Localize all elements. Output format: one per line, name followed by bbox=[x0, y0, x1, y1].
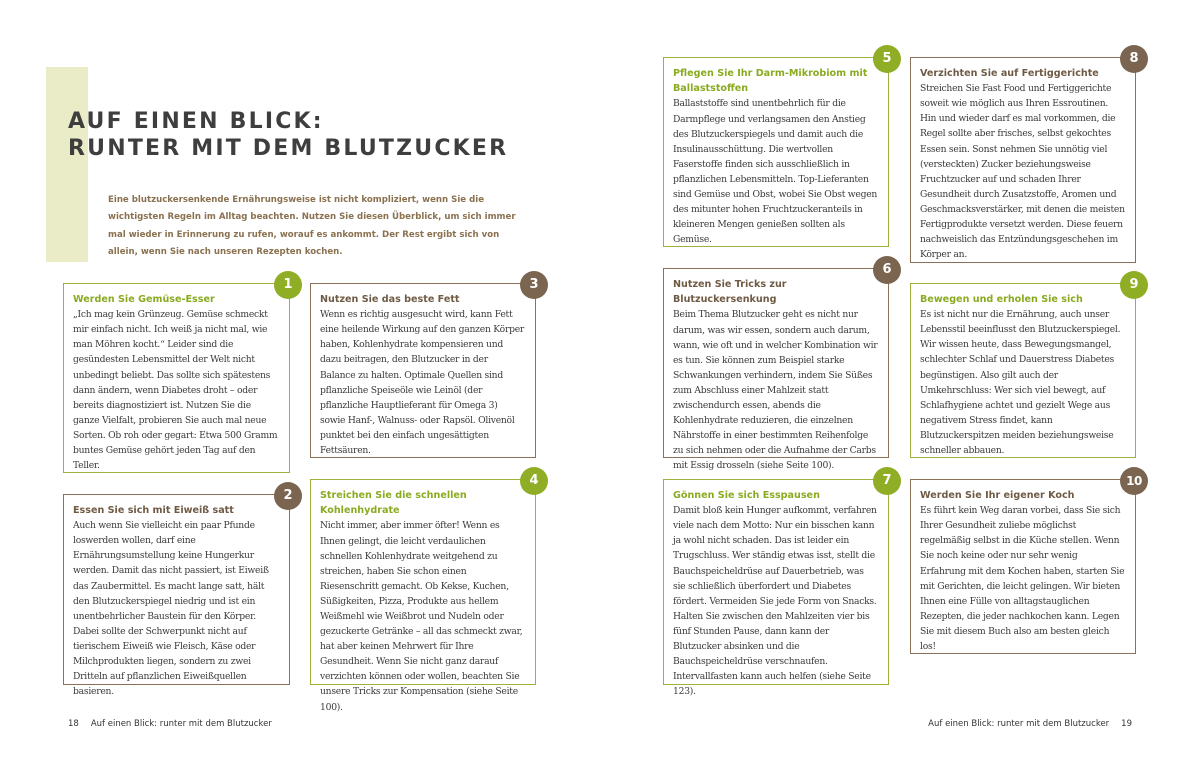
tip-text: Beim Thema Blutzucker geht es nicht nur darum, was wir essen, sondern auch darum, wann, wie oft und in welcher Kombination wir es tun. Sie können zum Beispiel starke Schwankungen verhindern, indem Sie Süßes zum Abschluss einer Mahlzeit statt zwischendurch essen, abends die Kohlenhydrate reduzieren, die einzelnen Nährstoffe in einer bestimmten Reihenfolge zu sich nehmen oder die Aufnahme der Carbs mit Essig drosseln (siehe Seite 100). bbox=[673, 309, 878, 472]
tip-text: Auch wenn Sie vielleicht ein paar Pfunde loswerden wollen, darf eine Ernährungsumstellung keine Hungerkur werden. Damit das nicht passiert, ist Eiweiß das Zaubermittel. Es macht lange satt, hält den Blutzuckerspiegel niedrig und ist ein unentbehrlicher Baustein für den Körper. Dabei sollte der Schwerpunkt nicht auf tierischem Eiweiß wie Fleisch, Käse oder Milchprodukten liegen, sondern zu zwei Dritteln auf pflanzlichen Eiweißquellen basieren. bbox=[73, 520, 269, 698]
page-title-line-1: AUF EINEN BLICK: bbox=[68, 109, 324, 134]
tip-number-badge: 6 bbox=[873, 256, 901, 284]
tip-title: Verzichten Sie auf Fertiggerichte bbox=[920, 68, 1099, 79]
tip-text: Es ist nicht nur die Ernährung, auch unser Lebensstil beeinflusst den Blutzuckerspiegel. Wir wissen heute, dass Bewegungsmangel, schlechter Schlaf und Dauerstress Diabetes begünstigen. Also gilt auch der Umkehrschluss: Wer sich viel bewegt, auf Schlafhygiene achtet und gezielt Wege aus negativem Stress findet, kann Blutzuckerspitzen meiden beziehungsweise schneller abbauen. bbox=[920, 309, 1121, 457]
page-title bbox=[68, 108, 508, 162]
tip-title: Nutzen Sie Tricks zur Blutzuckersenkung bbox=[673, 279, 787, 306]
tip-box-2 bbox=[63, 488, 293, 698]
tip-box-8 bbox=[910, 51, 1139, 263]
intro-paragraph: Eine blutzuckersenkende Ernährungsweise ist nicht kompliziert, wenn Sie die wichtigsten Regeln im Alltag beachten. Nutzen Sie diesen Überblick, um sich immer mal wieder in Erinnerung zu rufen, worauf es ankommt. Der Rest ergibt sich von allein, wenn Sie nach unseren Rezepten kochen. bbox=[108, 195, 516, 257]
tip-box-1 bbox=[63, 277, 293, 473]
tip-text: Ballaststoffe sind unentbehrlich für die Darmpflege und verlangsamen den Anstieg des Blutzuckerspiegels und damit auch die Insulinausschüttung. Die wertvollen Faserstoffe finden sich ausschließlich in pflanzlichen Lebensmitteln. Top-Lieferanten sind Gemüse und Obst, wobei Sie Obst wegen des mitunter hohen Fruchtzuckeranteils in kleineren Mengen genießen sollten als Gemüse. bbox=[673, 98, 878, 246]
tip-number-badge: 4 bbox=[520, 467, 548, 495]
tip-box-5 bbox=[663, 51, 892, 247]
tip-number-badge: 9 bbox=[1120, 271, 1148, 299]
tip-number-badge: 3 bbox=[520, 271, 548, 299]
tip-text: Wenn es richtig ausgesucht wird, kann Fett eine heilende Wirkung auf den ganzen Körper haben, Kohlenhydrate kompensieren und dazu beitragen, den Blutzucker in der Balance zu halten. Optimale Quellen sind pflanzliche Speiseöle wie Leinöl (der pflanzliche Hauptlieferant für Omega 3) sowie Hanf-, Walnuss- oder Rapsöl. Olivenöl punktet bei den einfach ungesättigten Fettsäuren. bbox=[320, 309, 525, 457]
tip-title: Streichen Sie die schnellen Kohlenhydrate bbox=[320, 490, 467, 517]
running-title-left: Auf einen Blick: runter mit dem Blutzucker bbox=[90, 719, 272, 729]
tip-box-7 bbox=[663, 473, 892, 698]
tip-title: Werden Sie Gemüse-Esser bbox=[73, 294, 215, 305]
tip-number-badge: 10 bbox=[1120, 467, 1148, 495]
tip-number-badge: 2 bbox=[274, 482, 302, 510]
tip-title: Essen Sie sich mit Eiweiß satt bbox=[73, 505, 234, 516]
tip-title: Bewegen und erholen Sie sich bbox=[920, 294, 1083, 305]
accent-bar bbox=[46, 67, 88, 262]
tip-box-10 bbox=[910, 474, 1142, 654]
tip-number-badge: 1 bbox=[274, 271, 302, 299]
running-title-right: Auf einen Blick: runter mit dem Blutzucker bbox=[928, 719, 1110, 729]
tip-box-3 bbox=[310, 277, 539, 458]
tip-box-9 bbox=[910, 277, 1139, 458]
tip-title: Nutzen Sie das beste Fett bbox=[320, 294, 460, 305]
tip-number-badge: 5 bbox=[873, 45, 901, 73]
tip-text: Streichen Sie Fast Food und Fertiggerichte soweit wie möglich aus Ihren Essroutinen. Hin und wieder darf es mal vorkommen, die Regel sollte aber frisches, selbst gekochtes Essen sein. Sonst nehmen Sie unnötig viel (versteckten) Zucker beziehungsweise Fruchtzucker auf und schaden Ihrer Gesundheit durch Zusatzstoffe, Aromen und Geschmacksverstärker, mit denen die meisten Fertigprodukte versetzt werden. Diese feuern nachweislich das Entzündungsgeschehen im Körper an. bbox=[920, 83, 1125, 261]
footer-right bbox=[928, 719, 1132, 729]
page-number-left: 18 bbox=[68, 719, 79, 729]
tip-box-4 bbox=[310, 473, 539, 713]
tip-text: Nicht immer, aber immer öfter! Wenn es Ihnen gelingt, die leicht verdaulichen schnellen Kohlenhydrate weitgehend zu streichen, haben Sie schon einen Riesenschritt gemacht. Ob Kekse, Kuchen, Süßigkeiten, Pizza, Produkte aus hellem Weißmehl wie Weißbrot und Nudeln oder gezuckerte Getränke – all das schmeckt zwar, hat aber keinen Mehrwert für Ihre Gesundheit. Wenn Sie nicht ganz darauf verzichten können oder wollen, beachten Sie unsere Tricks zur Kompensation (siehe Seite 100). bbox=[320, 520, 523, 713]
tip-number-badge: 7 bbox=[873, 467, 901, 495]
tip-text: Es führt kein Weg daran vorbei, dass Sie sich Ihrer Gesundheit zuliebe möglichst regelmäßig selbst in die Küche stellen. Wenn Sie noch keine oder nur sehr wenig Erfahrung mit dem Kochen haben, starten Sie mit Gerichten, die leicht gelingen. Wir bieten Ihnen eine Fülle von alltagstauglichen Rezepten, die jeder nachkochen kann. Legen Sie mit diesem Buch also am besten gleich los! bbox=[920, 505, 1125, 653]
page-number-right: 19 bbox=[1121, 719, 1132, 729]
tip-text: „Ich mag kein Grünzeug. Gemüse schmeckt mir einfach nicht. Ich weiß ja nicht mal, wie man Möhren kocht.“ Leider sind die gesündesten Lebensmittel der Welt nicht unbedingt beliebt. Das sollte sich spätestens dann ändern, wenn Diabetes droht – oder bereits diagnostiziert ist. Nutzen Sie die ganze Vielfalt, probieren Sie auch mal neue Sorten. Ob roh oder gegart: Etwa 500 Gramm buntes Gemüse gehört jeden Tag auf den Teller. bbox=[73, 309, 278, 472]
footer-left bbox=[68, 719, 272, 729]
tip-box-6 bbox=[663, 262, 892, 472]
page-title-line-2: RUNTER MIT DEM BLUTZUCKER bbox=[68, 136, 509, 161]
tip-title: Gönnen Sie sich Esspausen bbox=[673, 490, 820, 501]
tip-title: Werden Sie Ihr eigener Koch bbox=[920, 490, 1075, 501]
tip-title: Pflegen Sie Ihr Darm-Mikrobiom mit Ballaststoffen bbox=[673, 68, 868, 95]
tip-text: Damit bloß kein Hunger aufkommt, verfahren viele nach dem Motto: Nur ein bisschen kann ja wohl nicht schaden. Das ist leider ein Trugschluss. Wer ständig etwas isst, stellt die Bauchspeicheldrüse auf Dauerbetrieb, was sie schließlich überfordert und Diabetes fördert. Vermeiden Sie jede Form von Snacks. Halten Sie zwischen den Mahlzeiten vier bis fünf Stunden Pause, dann kann der Blutzucker absinken und die Bauchspeicheldrüse verschnaufen. Intervallfasten kann auch helfen (siehe Seite 123). bbox=[673, 505, 877, 698]
tip-number-badge: 8 bbox=[1120, 45, 1148, 73]
